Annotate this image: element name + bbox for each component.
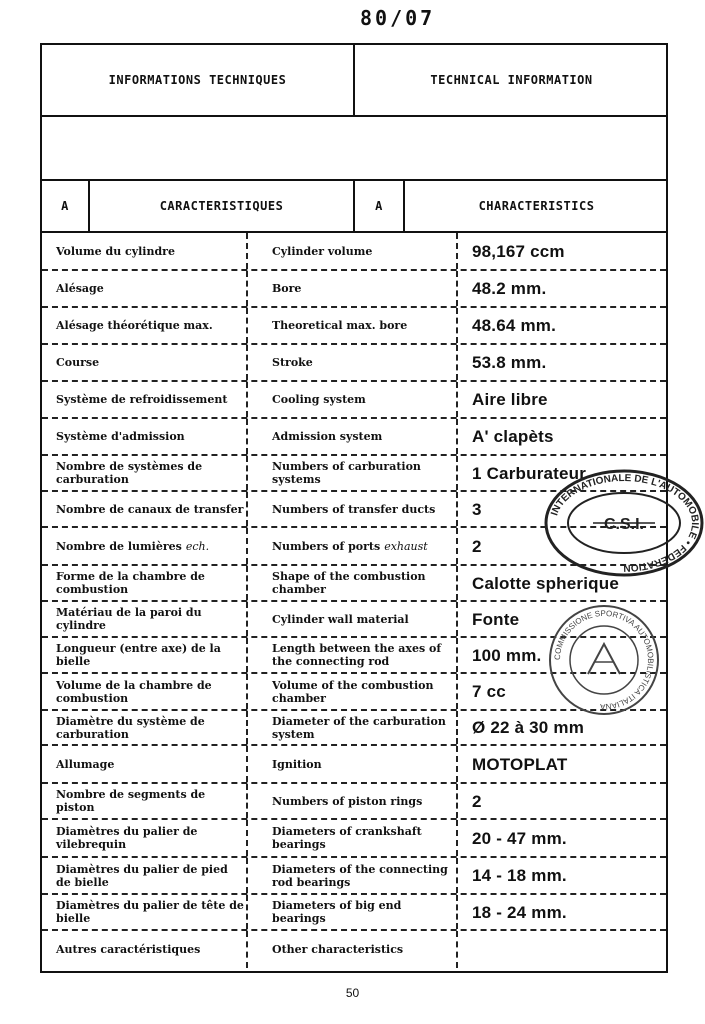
value: 48.64 mm.: [472, 316, 557, 335]
value: [458, 931, 668, 968]
french-label: Volume du cylindre: [42, 233, 248, 269]
french-label-text: Nombre de lumières: [56, 539, 182, 553]
table-row: [42, 419, 666, 456]
value: 100 mm.: [472, 645, 542, 665]
svg-text:COMMISSIONE SPORTIVA AUTOMOBIL: [553, 609, 655, 711]
table-row: [42, 784, 666, 820]
csai-stamp-ring-text: COMMISSIONE SPORTIVA AUTOMOBILISTICA ITALIANA: [552, 608, 656, 712]
english-label: Numbers of carburation systems: [248, 456, 458, 490]
table-row: [42, 308, 666, 345]
value: Fonte: [472, 609, 520, 629]
english-label: Cylinder wall material: [248, 602, 458, 636]
value: 7 cc: [472, 682, 506, 701]
english-label: Numbers of piston rings: [248, 784, 458, 818]
french-label: Diamètres du palier de vilebrequin: [42, 820, 248, 856]
english-label: Cylinder volume: [248, 233, 458, 269]
section-title-french: CARACTERISTIQUES: [159, 199, 284, 213]
header-row: [42, 45, 666, 117]
english-label: Ignition: [248, 746, 458, 782]
section-letter-right: A: [375, 199, 383, 213]
french-label: Système de refroidissement: [42, 382, 248, 417]
french-label: Forme de la chambre de combustion: [42, 566, 248, 600]
french-label: Autres caractéristiques: [42, 931, 248, 968]
english-label: Numbers of transfer ducts: [248, 492, 458, 526]
english-label: Diameter of the carburation system: [248, 711, 458, 744]
french-label: Alésage théorétique max.: [42, 308, 248, 343]
english-label: Bore: [248, 271, 458, 306]
french-label: Alésage: [42, 271, 248, 306]
value: 18 - 24 mm.: [472, 902, 567, 922]
english-label-text: Numbers of ports: [272, 539, 381, 553]
english-label: Theoretical max. bore: [248, 308, 458, 343]
french-label: Diamètre du système de carburation: [42, 711, 248, 744]
french-label: Matériau de la paroi du cylindre: [42, 602, 248, 636]
french-label: Système d'admission: [42, 419, 248, 454]
value: 14 - 18 mm.: [472, 866, 567, 885]
french-label: Course: [42, 345, 248, 380]
value: 98,167 ccm: [472, 241, 565, 261]
value: A' clapèts: [472, 427, 554, 446]
table-row: [42, 895, 666, 931]
value: 2: [472, 791, 482, 811]
english-label: Shape of the combustion chamber: [248, 566, 458, 600]
table-row: [42, 858, 666, 895]
french-label: Longueur (entre axe) de la bielle: [42, 638, 248, 672]
french-label: Diamètres du palier de tête de bielle: [42, 895, 248, 929]
french-label: Diamètres du palier de pied de bielle: [42, 858, 248, 893]
value: 1 Carburateur: [472, 463, 587, 483]
english-label: Admission system: [248, 419, 458, 454]
handwritten-note: ech.: [185, 539, 210, 553]
section-letter-left: A: [61, 199, 69, 213]
value: MOTOPLAT: [472, 754, 568, 774]
document-number: 80/07: [360, 6, 436, 30]
table-row: [42, 746, 666, 784]
english-label: Other characteristics: [248, 931, 458, 968]
english-label: Diameters of crankshaft bearings: [248, 820, 458, 856]
section-header-row: [42, 181, 666, 233]
table-row: [42, 271, 666, 308]
value: 3: [472, 499, 482, 519]
header-french: INFORMATIONS TECHNIQUES: [108, 73, 287, 87]
value: 20 - 47 mm.: [472, 828, 567, 848]
english-label: Cooling system: [248, 382, 458, 417]
table-row: [42, 711, 666, 746]
english-label: Length between the axes of the connecting rod: [248, 638, 458, 672]
table-row: [42, 931, 666, 968]
english-label: [248, 528, 458, 564]
fia-stamp-center-text: C.S.I.: [603, 516, 645, 533]
value: 48.2 mm.: [472, 279, 547, 298]
french-label: Allumage: [42, 746, 248, 782]
fia-csi-stamp: [543, 468, 705, 578]
table-row: [42, 820, 666, 858]
english-label: Volume of the combustion chamber: [248, 674, 458, 709]
section-title-english: CHARACTERISTICS: [478, 199, 595, 213]
french-label: Nombre de canaux de transfer: [42, 492, 248, 526]
english-label: Diameters of the connecting rod bearings: [248, 858, 458, 893]
french-label: Volume de la chambre de combustion: [42, 674, 248, 709]
characteristics-table: [42, 233, 666, 968]
english-label: Stroke: [248, 345, 458, 380]
value: Calotte spherique: [472, 573, 619, 593]
value: Ø 22 à 30 mm: [472, 718, 585, 737]
french-label: [42, 528, 248, 564]
table-row: [42, 233, 666, 271]
table-row: [42, 382, 666, 419]
english-label: Diameters of big end bearings: [248, 895, 458, 929]
value: 53.8 mm.: [472, 353, 547, 372]
blank-row: [42, 117, 666, 181]
handwritten-note: exhaust: [384, 539, 428, 553]
page-number: 50: [345, 986, 360, 1000]
fia-stamp-ring-text: INTERNATIONALE DE L'AUTOMOBILE • FEDERATION: [549, 472, 701, 574]
table-row: [42, 345, 666, 382]
csai-stamp: [548, 604, 660, 716]
french-label: Nombre de segments de piston: [42, 784, 248, 818]
value: Aire libre: [472, 390, 548, 409]
value: 2: [472, 536, 482, 556]
header-english: TECHNICAL INFORMATION: [430, 73, 593, 87]
french-label: Nombre de systèmes de carburation: [42, 456, 248, 490]
